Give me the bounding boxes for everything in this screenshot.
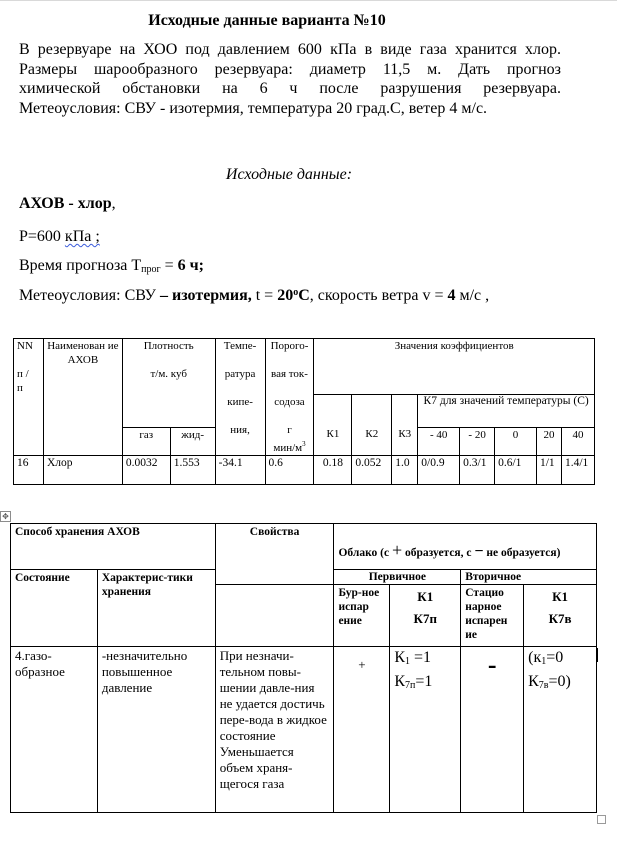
boil-2: ратура (224, 368, 256, 380)
cell-k7-20: 1/1 (536, 456, 561, 485)
header-burst-evaporation: Бур-ное испар ение (334, 585, 390, 647)
cell-properties: При незначи-тельном повы-шении давле-ния не удается достичь пере-вода в жидкое состояние Уменьшается объем храня-щегося газа (215, 647, 334, 813)
ks1-sub: 1 (541, 656, 547, 667)
time-value: 6 ч; (177, 257, 204, 274)
header-k7v: К7в (548, 611, 572, 626)
time-eq: = (160, 257, 178, 274)
cell-k2: 0.052 (352, 456, 392, 485)
header-nn-1: NN (17, 340, 33, 352)
boil-4: ния, (230, 424, 250, 436)
param-pressure (19, 228, 100, 246)
header-stationary-evaporation: Стацио нарное испарен ие (461, 585, 524, 647)
tox-4: г (287, 424, 292, 436)
kp1: К (394, 649, 406, 666)
header-cloud (334, 524, 597, 570)
cell-secondary-sign: - (461, 647, 524, 813)
meteo-temp: 20 (277, 287, 294, 304)
cell-k7-0: 0.6/1 (495, 456, 537, 485)
meteo-isotherm: – изотермия, (159, 287, 252, 304)
cell-nn: 16 (14, 456, 44, 485)
header-t-40: 40 (561, 428, 594, 456)
header-density-unit: т/м. куб (150, 368, 187, 380)
header-t-0: 0 (495, 428, 537, 456)
meteo-c: С (298, 287, 310, 304)
cloud-text-a: Облако (с (338, 546, 392, 559)
properties-spacer (215, 585, 334, 647)
ks2: К (528, 673, 539, 690)
ks1: (к (528, 649, 542, 666)
cell-tox: 0.6 (265, 456, 314, 485)
tox-5-sup: 3 (302, 440, 306, 448)
ks2-sub: 7в (538, 680, 549, 691)
param-ahov-tail: , (111, 195, 116, 212)
header-coefficients: Значения коэффициентов (314, 339, 595, 395)
kp2: К (394, 673, 406, 690)
header-k3: К3 (392, 395, 418, 456)
kp2-sub: 7п (405, 680, 416, 691)
tox-3: содоза (274, 396, 305, 408)
meteo-wind-value: 4 (447, 287, 456, 304)
param-ahov (19, 195, 116, 213)
cell-primary-sign: + (334, 647, 390, 813)
header-primary: Первичное (334, 570, 461, 585)
header-k-primary (390, 585, 461, 647)
meteo-t: t = (251, 287, 278, 304)
header-k7p: К7п (413, 611, 437, 626)
intro-line: Размеры шарообразного резервуара: диаметр 11,5 м. Дать прогноз (19, 60, 561, 78)
cell-boil: -34.1 (215, 456, 265, 485)
param-forecast-time (19, 257, 204, 275)
cell-state: 4.газо-образное (11, 647, 98, 813)
substance-table (13, 338, 595, 485)
header-density-gas: газ (122, 428, 170, 456)
header-storage-method: Способ хранения АХОВ (11, 524, 216, 570)
intro-line: Метеоусловия: СВУ - изотермия, температура 20 град.С, ветер 4 м/с. (19, 99, 488, 117)
intro-line: химической обстановки на 6 ч после разрушения резервуара. (19, 80, 561, 97)
header-secondary: Вторичное (461, 570, 597, 585)
header-nn-2: п / (17, 368, 29, 380)
header-toxodose (265, 339, 314, 456)
cell-name: Хлор (43, 456, 122, 485)
cell-gas: 0.0032 (122, 456, 170, 485)
boil-3: кипе- (227, 396, 253, 408)
storage-table (10, 523, 597, 813)
page-top-border (0, 0, 617, 1)
header-k1-secondary: К1 (552, 589, 569, 604)
cloud-text-c: не образуется) (483, 546, 561, 559)
header-density-label: Плотность (143, 340, 194, 352)
header-properties: Свойства (215, 524, 334, 585)
time-subscript: прог (141, 264, 161, 275)
header-t-m20: - 20 (460, 428, 495, 456)
cell-k7-40: 1.4/1 (561, 456, 594, 485)
table-row (14, 456, 595, 485)
pressure-prefix: P=600 (19, 228, 65, 245)
param-meteo (19, 287, 489, 305)
cloud-text-b: образуется, с (402, 546, 475, 559)
header-storage-chars: Характерис-тики хранения (97, 570, 215, 647)
time-prefix: Время прогноза T (19, 257, 142, 274)
header-k7: К7 для значений температуры (С) (418, 395, 595, 428)
header-k2: К2 (352, 395, 392, 456)
header-k1: К1 (314, 395, 352, 456)
tox-5: мин/м (273, 442, 303, 454)
ks2-val: =0) (548, 673, 571, 690)
header-boiling-temp (215, 339, 265, 456)
plus-icon: + (391, 539, 403, 560)
header-density-liquid: жид- (170, 428, 215, 456)
header-nn (14, 339, 44, 456)
table-move-handle-icon[interactable]: ✥ (0, 511, 11, 522)
header-k1-primary: К1 (417, 589, 434, 604)
intro-line: В резервуаре на ХОО под давлением 600 кПа в виде газа хранится хлор. (19, 41, 561, 58)
param-ahov-label: АХОВ - хлор (19, 195, 112, 212)
cell-k7-m40: 0/0.9 (418, 456, 460, 485)
cell-storage-chars: -незначительно повышенное давление (97, 647, 215, 813)
header-t-m40: - 40 (418, 428, 460, 456)
intro-paragraph (19, 40, 561, 118)
minus-icon: − (474, 542, 484, 560)
header-t-20: 20 (536, 428, 561, 456)
header-state: Состояние (11, 570, 98, 647)
meteo-prefix: Метеоусловия: СВУ (19, 287, 160, 304)
kp1-val: =1 (410, 649, 432, 666)
ks1-val: =0 (546, 649, 564, 666)
tox-2: вая ток- (271, 368, 308, 380)
cell-k1: 0.18 (314, 456, 352, 485)
meteo-deg: о (293, 287, 299, 298)
cell-k3: 1.0 (392, 456, 418, 485)
header-k-secondary (524, 585, 597, 647)
header-name: Наименован ие АХОВ (43, 339, 122, 456)
header-density (122, 339, 215, 428)
tox-1: Порого- (270, 340, 309, 352)
cell-k7-m20: 0.3/1 (460, 456, 495, 485)
document-title: Исходные данные варианта №10 (148, 12, 386, 29)
cell-k-secondary (524, 647, 597, 813)
meteo-wind: , скорость ветра v = (309, 287, 448, 304)
text-cursor (597, 648, 598, 662)
pressure-unit-spellcheck[interactable]: кПа ; (64, 228, 100, 245)
table-row (11, 647, 597, 813)
table-resize-handle-icon[interactable] (597, 815, 606, 824)
cell-liquid: 1.553 (170, 456, 215, 485)
boil-1: Темпе- (223, 340, 257, 352)
cell-k-primary (390, 647, 461, 813)
kp2-val: =1 (415, 673, 433, 690)
header-nn-3: п (17, 382, 23, 394)
meteo-wind-unit: м/с , (455, 287, 490, 304)
kp1-sub: 1 (405, 656, 411, 667)
section-subtitle: Исходные данные: (225, 166, 353, 183)
